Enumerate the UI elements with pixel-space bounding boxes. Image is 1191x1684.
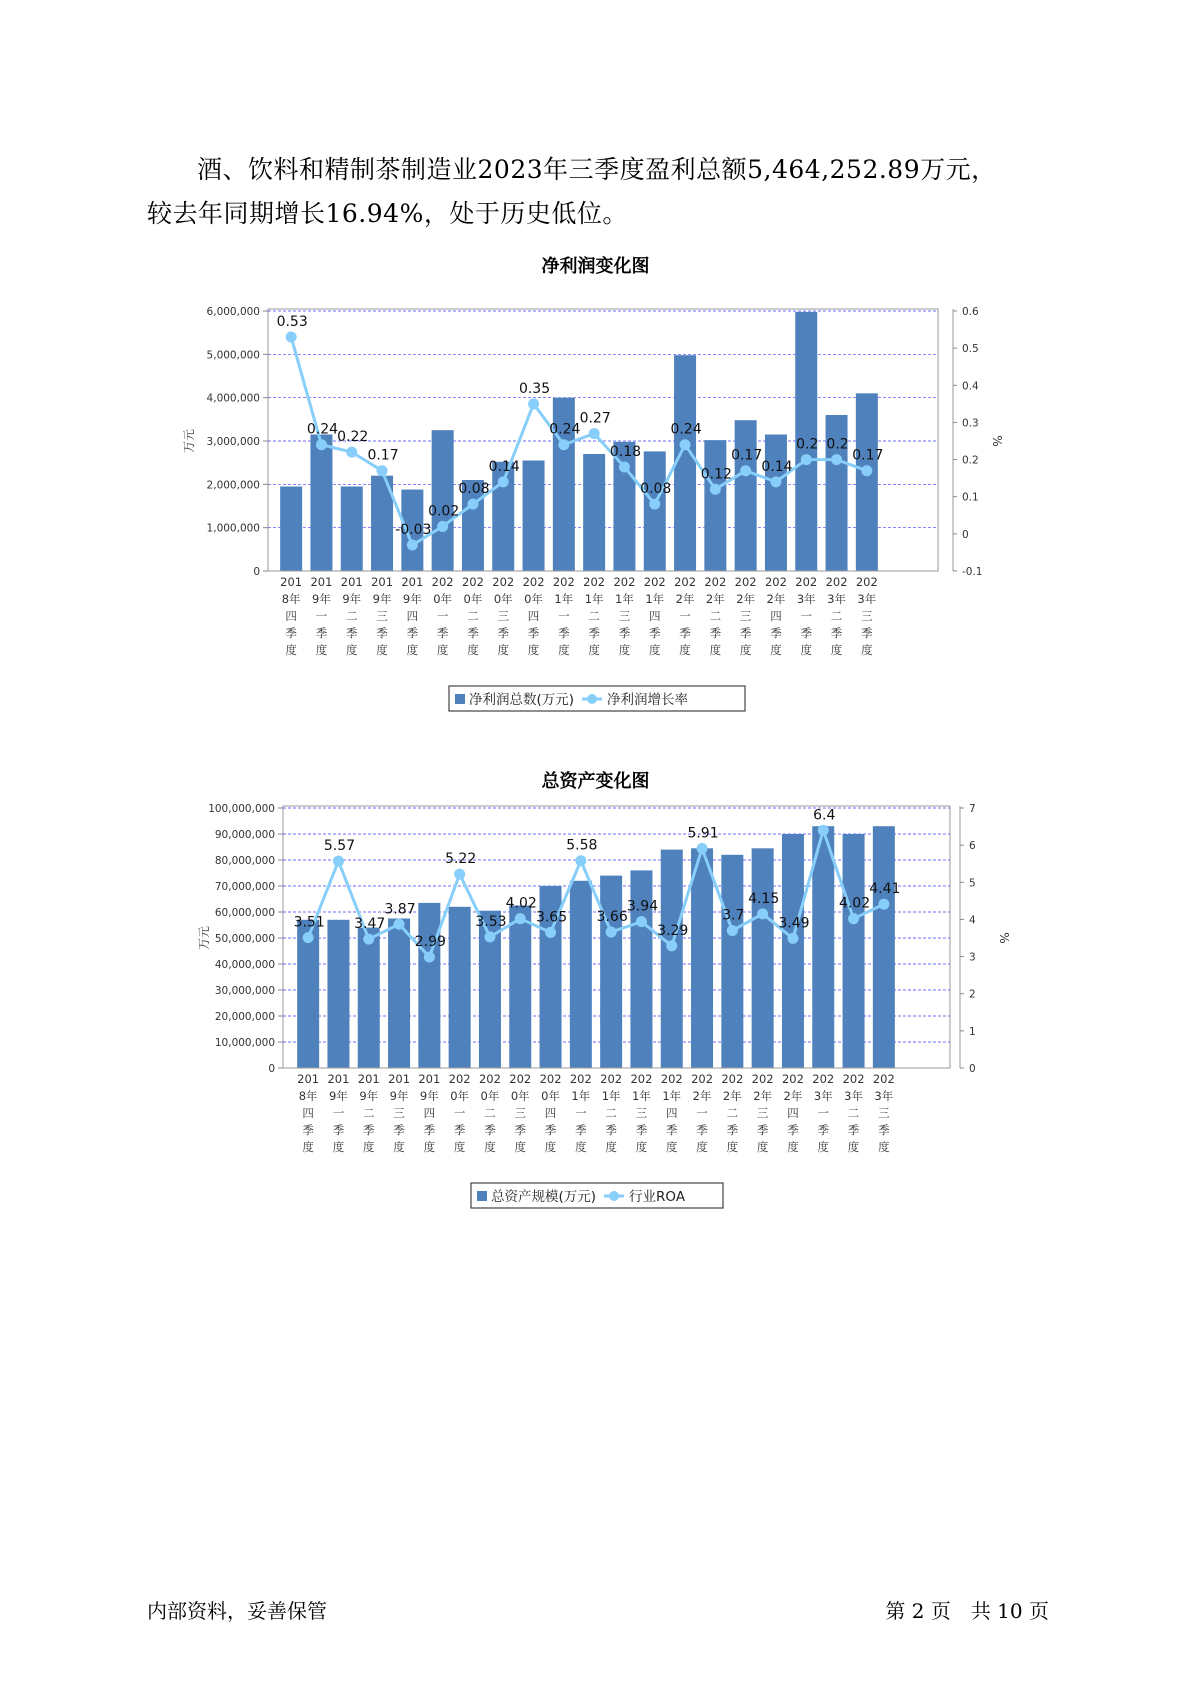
- x-tick-label: 202 1年二季度: [600, 1072, 623, 1154]
- x-tick-label: 201 9年四季度: [401, 575, 424, 657]
- y-tick-label: 30,000,000: [214, 985, 275, 997]
- x-tick-label: 201 9年四季度: [418, 1072, 441, 1154]
- chart-title-total-assets: 总资产变化图: [541, 771, 650, 792]
- bar: [600, 876, 622, 1068]
- y-tick-label: 3,000,000: [206, 436, 260, 448]
- line-point: [515, 913, 526, 924]
- y2-tick-label: 1: [969, 1025, 976, 1038]
- y2-tick-label: 0.6: [962, 306, 979, 318]
- legend-bar-swatch: [455, 694, 465, 704]
- bar: [341, 487, 363, 572]
- bar: [691, 848, 713, 1068]
- x-tick-label: 201 9年二季度: [340, 575, 363, 657]
- legend-line-label: 行业ROA: [629, 1189, 686, 1205]
- data-label: 0.14: [761, 458, 793, 475]
- x-tick-label: 202 1年一季度: [569, 1072, 592, 1154]
- line-point: [286, 332, 297, 343]
- bar: [570, 881, 592, 1068]
- line-point: [636, 916, 647, 927]
- data-label: 0.2: [826, 436, 849, 453]
- bar: [583, 454, 605, 571]
- x-tick-label: 202 3年三季度: [872, 1072, 895, 1154]
- bar: [873, 826, 895, 1068]
- x-tick-label: 202 1年二季度: [583, 575, 606, 657]
- y-tick-label: 5,000,000: [206, 349, 260, 362]
- bar: [523, 461, 545, 572]
- bar: [418, 903, 440, 1068]
- bar: [704, 440, 726, 571]
- line-point: [606, 927, 617, 938]
- y-tick-label: 70,000,000: [214, 881, 275, 893]
- line-point: [407, 540, 418, 551]
- bar: [449, 907, 471, 1068]
- x-tick-label: 202 3年二季度: [825, 575, 848, 657]
- line-point: [528, 398, 539, 409]
- data-label: 3.29: [657, 922, 689, 939]
- y2-axis-title: %: [997, 932, 1011, 944]
- y-tick-label: 60,000,000: [214, 907, 275, 919]
- footer-page-number: 第 2 页 共 10 页: [885, 1599, 1049, 1623]
- y-tick-label: 0: [253, 566, 260, 578]
- x-tick-label: 202 1年三季度: [613, 575, 636, 657]
- data-label: 0.08: [640, 481, 672, 498]
- bar: [843, 834, 865, 1068]
- y2-axis-title: %: [990, 435, 1004, 447]
- x-tick-label: 202 1年一季度: [552, 575, 575, 657]
- x-tick-label: 201 9年二季度: [357, 1072, 380, 1154]
- data-label: 5.57: [323, 838, 356, 855]
- line-point: [498, 476, 509, 487]
- x-tick-label: 201 9年三季度: [388, 1072, 411, 1154]
- y-tick-label: 0: [268, 1063, 275, 1075]
- data-label: 4.02: [838, 895, 871, 912]
- data-label: 3.49: [778, 915, 810, 932]
- x-tick-label: 202 3年一季度: [795, 575, 818, 657]
- data-label: 3.65: [535, 909, 568, 926]
- y-tick-label: 2,000,000: [206, 479, 260, 492]
- line-point: [770, 476, 781, 487]
- data-label: 4.41: [869, 881, 901, 898]
- line-point: [589, 428, 600, 439]
- x-tick-label: 201 9年三季度: [371, 575, 394, 657]
- data-label: 3.94: [626, 898, 659, 915]
- data-label: 4.15: [748, 890, 780, 907]
- bar: [661, 850, 683, 1068]
- line-point: [757, 908, 768, 919]
- line-point: [801, 454, 812, 465]
- y2-tick-label: 2: [969, 988, 976, 1001]
- y-tick-label: 40,000,000: [214, 959, 275, 971]
- y2-tick-label: 7: [969, 803, 976, 815]
- y-tick-label: 1,000,000: [206, 522, 260, 535]
- legend-line-label: 净利润增长率: [607, 692, 689, 708]
- bar: [856, 393, 878, 571]
- data-label: 0.24: [670, 421, 702, 438]
- data-label: 0.02: [428, 503, 460, 520]
- x-tick-label: 202 2年三季度: [734, 575, 757, 657]
- y2-tick-label: 0.3: [962, 417, 979, 430]
- x-tick-label: 202 0年一季度: [431, 575, 454, 657]
- y2-tick-label: 0: [969, 1063, 976, 1075]
- line-point: [710, 484, 721, 495]
- y-tick-label: 50,000,000: [214, 933, 275, 945]
- x-tick-label: 202 1年四季度: [660, 1072, 683, 1154]
- data-label: 0.17: [852, 447, 884, 464]
- line-point: [575, 855, 586, 866]
- y2-tick-label: -0.1: [962, 566, 983, 578]
- y2-tick-label: 3: [969, 951, 976, 964]
- footer-confidential: 内部资料，妥善保管: [147, 1599, 327, 1623]
- legend-line-marker: [609, 1191, 619, 1201]
- data-label: 0.17: [731, 447, 763, 464]
- x-tick-label: 202 0年一季度: [448, 1072, 471, 1154]
- y2-tick-label: 0: [962, 528, 969, 541]
- bar: [432, 430, 454, 571]
- x-tick-label: 202 2年三季度: [751, 1072, 774, 1154]
- data-label: 0.08: [458, 481, 490, 498]
- x-tick-label: 202 0年三季度: [492, 575, 515, 657]
- line-point: [558, 439, 569, 450]
- y-tick-label: 4,000,000: [206, 392, 260, 405]
- x-tick-label: 202 2年一季度: [691, 1072, 714, 1154]
- bar: [358, 928, 380, 1068]
- line-point: [303, 932, 314, 943]
- line-point: [787, 933, 798, 944]
- data-label: 3.87: [384, 901, 416, 918]
- bar: [613, 442, 635, 571]
- x-tick-label: 202 2年二季度: [704, 575, 727, 657]
- data-label: 6.4: [813, 807, 836, 824]
- line-point: [818, 825, 829, 836]
- x-tick-label: 202 1年四季度: [643, 575, 666, 657]
- line-point: [740, 465, 751, 476]
- x-tick-label: 202 2年四季度: [764, 575, 787, 657]
- bar: [388, 919, 410, 1069]
- bar: [721, 855, 743, 1068]
- line-point: [697, 843, 708, 854]
- data-label: 4.02: [505, 895, 537, 912]
- line-point: [316, 439, 327, 450]
- data-label: 2.99: [414, 933, 446, 950]
- line-point: [545, 927, 556, 938]
- data-label: 5.22: [445, 851, 477, 868]
- x-tick-label: 202 0年三季度: [509, 1072, 532, 1154]
- data-label: -0.03: [395, 522, 432, 538]
- bar: [735, 420, 757, 571]
- x-tick-label: 202 1年三季度: [630, 1072, 653, 1154]
- legend-line-marker: [587, 694, 597, 704]
- line-point: [333, 856, 344, 867]
- x-tick-label: 201 8年四季度: [297, 1072, 320, 1154]
- bar: [644, 451, 666, 571]
- line-point: [437, 521, 448, 532]
- line-point: [346, 447, 357, 458]
- line-point: [861, 465, 872, 476]
- y2-tick-label: 5: [969, 877, 976, 890]
- line-point: [727, 925, 738, 936]
- bar: [327, 920, 349, 1068]
- line-point: [377, 465, 388, 476]
- line-point: [649, 499, 660, 510]
- data-label: 0.35: [518, 380, 551, 397]
- line-point: [619, 462, 630, 473]
- data-label: 0.24: [549, 421, 581, 438]
- chart-title-net-profit: 净利润变化图: [541, 256, 650, 277]
- y-tick-label: 20,000,000: [214, 1011, 275, 1023]
- line-point: [394, 919, 405, 930]
- line-point: [831, 454, 842, 465]
- line-point: [878, 899, 889, 910]
- y-axis-title: 万元: [197, 925, 211, 951]
- y2-tick-label: 0.5: [962, 343, 979, 356]
- bar: [310, 435, 332, 572]
- data-label: 3.53: [475, 913, 507, 930]
- line-point: [363, 934, 374, 945]
- x-tick-label: 202 2年二季度: [721, 1072, 744, 1154]
- line-point: [848, 913, 859, 924]
- x-tick-label: 202 0年四季度: [522, 575, 545, 657]
- line-point: [680, 439, 691, 450]
- x-tick-label: 202 3年三季度: [855, 575, 878, 657]
- data-label: 0.18: [609, 444, 642, 460]
- data-label: 3.66: [596, 909, 628, 926]
- legend-bar-swatch: [477, 1191, 487, 1201]
- x-tick-label: 202 3年二季度: [842, 1072, 865, 1154]
- y-tick-label: 6,000,000: [206, 306, 260, 318]
- y-tick-label: 90,000,000: [214, 829, 275, 841]
- x-tick-label: 201 9年一季度: [310, 575, 333, 657]
- data-label: 5.58: [566, 837, 598, 854]
- line-point: [467, 499, 478, 510]
- bar: [765, 435, 787, 572]
- data-label: 0.17: [367, 447, 399, 464]
- bar: [782, 834, 804, 1068]
- data-label: 0.27: [579, 410, 611, 427]
- y-tick-label: 80,000,000: [214, 855, 275, 867]
- line-point: [424, 951, 435, 962]
- line-point: [454, 869, 465, 880]
- y2-tick-label: 6: [969, 840, 976, 853]
- y-axis-title: 万元: [182, 428, 196, 454]
- legend-bar-label: 总资产规模(万元): [491, 1189, 597, 1205]
- legend-bar-label: 净利润总数(万元): [469, 692, 575, 708]
- x-tick-label: 202 0年四季度: [539, 1072, 562, 1154]
- data-label: 3.7: [722, 907, 745, 924]
- data-label: 0.53: [276, 314, 308, 330]
- data-label: 0.12: [700, 466, 732, 483]
- x-tick-label: 202 3年一季度: [812, 1072, 835, 1154]
- x-tick-label: 202 2年四季度: [781, 1072, 804, 1154]
- bar: [752, 848, 774, 1068]
- data-label: 3.47: [354, 916, 386, 933]
- y2-tick-label: 0.4: [962, 380, 979, 393]
- x-tick-label: 201 9年一季度: [327, 1072, 350, 1154]
- bar: [509, 906, 531, 1069]
- summary-line-1: 酒、饮料和精制茶制造业2023年三季度盈利总额5,464,252.89万元，: [197, 155, 997, 184]
- y-tick-label: 10,000,000: [214, 1037, 275, 1049]
- data-label: 3.51: [293, 914, 325, 931]
- y2-tick-label: 0.1: [962, 491, 979, 504]
- y-tick-label: 100,000,000: [208, 803, 275, 815]
- bar: [280, 487, 302, 572]
- x-tick-label: 202 0年二季度: [478, 1072, 501, 1154]
- data-label: 0.2: [796, 436, 819, 453]
- x-tick-label: 202 0年二季度: [461, 575, 484, 657]
- y2-tick-label: 0.2: [962, 454, 979, 467]
- line-point: [666, 940, 677, 951]
- x-tick-label: 202 2年一季度: [674, 575, 697, 657]
- summary-line-2: 较去年同期增长16.94%，处于历史低位。: [147, 199, 628, 228]
- line-point: [484, 931, 495, 942]
- y2-tick-label: 4: [969, 914, 976, 927]
- data-label: 0.22: [337, 429, 369, 446]
- data-label: 5.91: [687, 825, 719, 842]
- data-label: 0.24: [306, 421, 339, 438]
- x-tick-label: 201 8年四季度: [280, 575, 303, 657]
- data-label: 0.14: [488, 458, 520, 475]
